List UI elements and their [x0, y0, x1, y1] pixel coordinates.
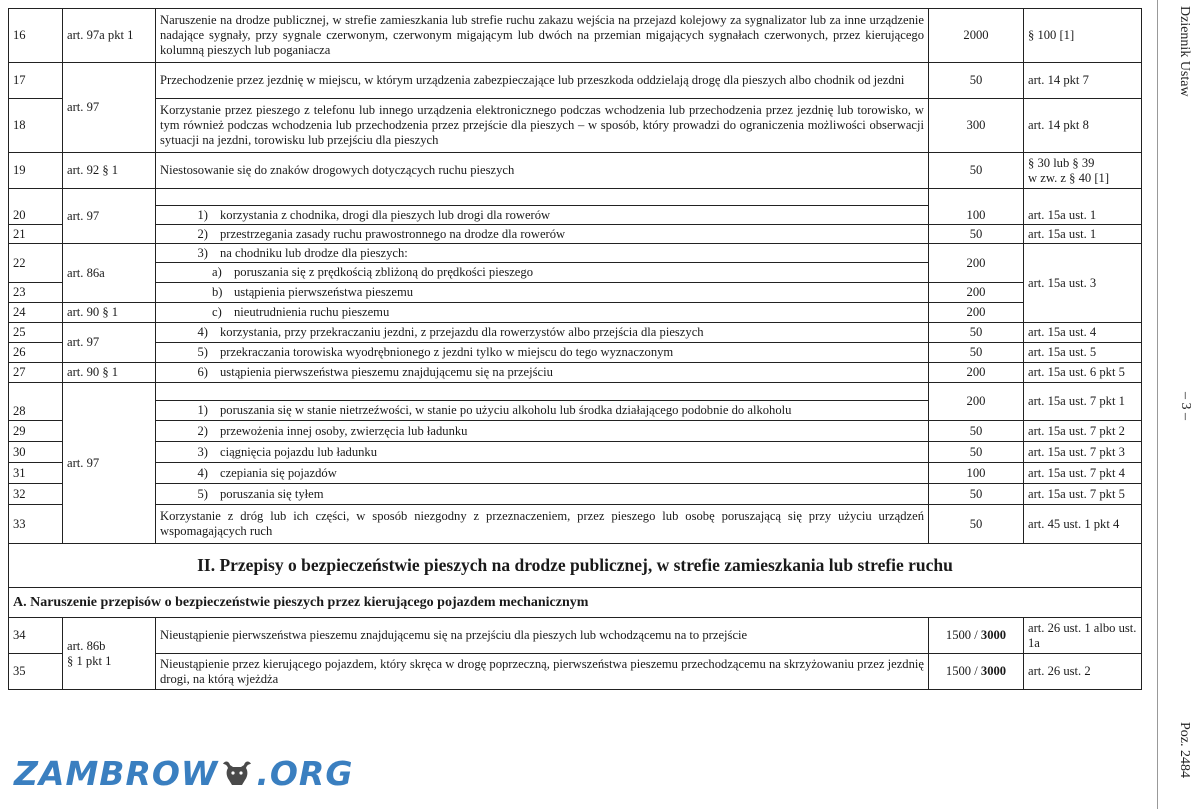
fine-repeat: 3000 — [980, 628, 1007, 642]
row-number: 29 — [9, 421, 63, 442]
article: art. 97a pkt 1 — [63, 9, 156, 63]
offence-item — [156, 421, 929, 442]
article: art. 90 § 1 — [63, 303, 156, 323]
fine-amount: 50 — [929, 63, 1024, 99]
table-row — [9, 189, 1142, 206]
offence-item — [156, 401, 929, 421]
fine-amount: 50 — [929, 343, 1024, 363]
table-row — [9, 383, 1142, 401]
provision: art. 15a ust. 1 — [1024, 225, 1142, 244]
item-number: 3) — [197, 444, 208, 459]
table-row — [9, 363, 1142, 383]
offence-description: Korzystanie z dróg lub ich części, w sposób niezgodny z przeznaczeniem, przez pieszego lub osobę poruszającą się przy użyciu urządzeń wspomagających ruch — [156, 505, 929, 544]
item-number: 5) — [197, 486, 208, 501]
provision: art. 45 ust. 1 pkt 4 — [1024, 505, 1142, 544]
fine-amount: 50 — [929, 505, 1024, 544]
item-text: na chodniku lub drodze dla pieszych: — [220, 245, 408, 260]
row-number: 31 — [9, 463, 63, 484]
fine-repeat: 3000 — [980, 664, 1007, 678]
offence-description: Przechodzenie przez jezdnię w miejscu, w którym urządzenia zabezpieczające lub przeszkoda oddzielają drogę dla pieszych albo chodnik od jezdni — [156, 63, 929, 99]
article: art. 97 — [63, 323, 156, 363]
row-number: 23 — [9, 283, 63, 303]
offence-item — [156, 244, 929, 263]
item-number: 1) — [197, 403, 208, 417]
row-number: 18 — [9, 99, 63, 153]
article-line: § 1 pkt 1 — [67, 653, 112, 668]
offence-subitem — [156, 283, 929, 303]
fine-amount: 200 — [929, 303, 1024, 323]
fine-amount: 200 — [929, 363, 1024, 383]
fine-amount: 50 — [929, 442, 1024, 463]
row-number: 30 — [9, 442, 63, 463]
table-row — [9, 343, 1142, 363]
fine-amount: 100 — [929, 189, 1024, 225]
table-row — [9, 544, 1142, 588]
offence-item — [156, 442, 929, 463]
item-text: ciągnięcia pojazdu lub ładunku — [220, 444, 378, 459]
provision: art. 14 pkt 7 — [1024, 63, 1142, 99]
item-number: 5) — [197, 345, 208, 359]
table-row — [9, 654, 1142, 690]
fine-amount: 50 — [929, 323, 1024, 343]
fine-amount: 2000 — [929, 9, 1024, 63]
position-number: Poz. 2484 — [1177, 722, 1192, 778]
offence-item — [156, 363, 929, 383]
provision: art. 15a ust. 7 pkt 5 — [1024, 484, 1142, 505]
row-number: 27 — [9, 363, 63, 383]
fine-amount: 100 — [929, 463, 1024, 484]
fine-amount: 200 — [929, 383, 1024, 421]
offence-item — [156, 463, 929, 484]
row-number: 34 — [9, 618, 63, 654]
watermark-logo — [14, 751, 353, 795]
margin-rule — [1157, 0, 1158, 809]
item-number: 4) — [197, 465, 208, 480]
item-text: przestrzegania zasady ruchu prawostronnego na drodze dla rowerów — [220, 226, 566, 241]
provision: art. 15a ust. 7 pkt 2 — [1024, 421, 1142, 442]
article-line: art. 86b — [67, 638, 106, 653]
row-number: 22 — [9, 244, 63, 283]
fine-amount: 200 — [929, 283, 1024, 303]
row-number: 20 — [9, 189, 63, 225]
article: art. 92 § 1 — [63, 153, 156, 189]
offence-description: Nieustąpienie pierwszeństwa pieszemu znajdującemu się na przejściu dla pieszych lub wchodzącemu na to przejście — [156, 618, 929, 654]
item-text: poruszania się tyłem — [220, 486, 324, 501]
item-number: 4) — [197, 325, 208, 339]
table-row — [9, 442, 1142, 463]
table-row — [9, 588, 1142, 618]
logo-text-left: ZAMBROW — [14, 753, 219, 793]
fine-amount: 50 — [929, 421, 1024, 442]
fines-table-page — [8, 8, 1141, 732]
row-number: 28 — [9, 383, 63, 421]
offence-item — [156, 343, 929, 363]
article: art. 97 — [63, 189, 156, 244]
offence-subitem — [156, 303, 929, 323]
item-number: 2) — [197, 226, 208, 241]
provision: § 100 [1] — [1024, 9, 1142, 63]
provision: art. 15a ust. 1 — [1024, 189, 1142, 225]
item-text: korzystania z chodnika, drogi dla pieszych lub drogi dla rowerów — [220, 207, 551, 222]
item-number: 1) — [197, 207, 208, 222]
item-text: przekraczania torowiska wyodrębnionego z jezdni tylko w miejscu do tego wyznaczonym — [220, 345, 674, 359]
item-number: 2) — [197, 423, 208, 438]
fines-table — [8, 8, 1142, 690]
fine-amount — [929, 654, 1024, 690]
item-text: korzystania, przy przekraczaniu jezdni, z przejazdu dla rowerzystów albo przejścia dla pieszych — [220, 325, 704, 339]
table-row — [9, 463, 1142, 484]
offence-description: Niestosowanie się do znaków drogowych dotyczących ruchu pieszych — [156, 153, 929, 189]
item-text: ustąpienia pierwszeństwa pieszemu — [234, 285, 414, 299]
item-letter: a) — [212, 265, 222, 279]
table-row — [9, 618, 1142, 654]
offence-item — [156, 323, 929, 343]
item-text: ustąpienia pierwszeństwa pieszemu znajdującemu się na przejściu — [220, 365, 553, 379]
article: art. 86a — [63, 244, 156, 303]
provision: art. 15a ust. 4 — [1024, 323, 1142, 343]
item-number: 3) — [197, 245, 208, 260]
provision-line: w zw. z § 40 [1] — [1028, 170, 1110, 185]
item-letter: b) — [212, 285, 223, 299]
article — [63, 618, 156, 690]
row-number: 35 — [9, 654, 63, 690]
table-row — [9, 421, 1142, 442]
table-row — [9, 283, 1142, 303]
item-text: poruszania się z prędkością zbliżoną do prędkości pieszego — [234, 265, 533, 279]
logo-text-right: .ORG — [256, 753, 354, 793]
fine-amount — [929, 618, 1024, 654]
item-text: nieutrudnienia ruchu pieszemu — [234, 305, 390, 319]
fine-amount: 50 — [929, 153, 1024, 189]
bison-icon — [220, 758, 254, 788]
provision: art. 26 ust. 1 albo ust. 1a — [1024, 618, 1142, 654]
fine-amount: 200 — [929, 244, 1024, 283]
table-row — [9, 99, 1142, 153]
offence-item — [156, 484, 929, 505]
journal-title: Dziennik Ustaw — [1177, 6, 1192, 97]
table-row — [9, 225, 1142, 244]
fine-amount: 50 — [929, 484, 1024, 505]
provision-line: § 30 lub § 39 — [1028, 155, 1095, 170]
row-number: 32 — [9, 484, 63, 505]
provision: art. 15a ust. 7 pkt 3 — [1024, 442, 1142, 463]
fine-base: 1500 / — [945, 664, 981, 678]
group-intro — [156, 383, 929, 401]
article: art. 97 — [63, 383, 156, 544]
table-row — [9, 323, 1142, 343]
table-row — [9, 505, 1142, 544]
provision: art. 15a ust. 7 pkt 1 — [1024, 383, 1142, 421]
table-row — [9, 484, 1142, 505]
table-row — [9, 9, 1142, 63]
row-number: 33 — [9, 505, 63, 544]
item-text: przewożenia innej osoby, zwierzęcia lub ładunku — [220, 423, 468, 438]
provision: art. 15a ust. 7 pkt 4 — [1024, 463, 1142, 484]
row-number: 26 — [9, 343, 63, 363]
item-text: poruszania się w stanie nietrzeźwości, w stanie po użyciu alkoholu lub środka działającego podobnie do alkoholu — [220, 403, 792, 417]
table-row — [9, 303, 1142, 323]
offence-description: Korzystanie przez pieszego z telefonu lub innego urządzenia elektronicznego podczas wchodzenia lub przechodzenia przez jezdnię lub torowisko, w tym również podczas wchodzenia lub przechodzenia przez przejście dla pieszych – w sposób, który prowadzi do ograniczenia możliwości obserwacji sytuacji na jezdni, torowisku lub przejściu dla pieszych — [156, 99, 929, 153]
fine-base: 1500 / — [945, 628, 981, 642]
subsection-heading: A. Naruszenie przepisów o bezpieczeństwie pieszych przez kierującego pojazdem mechanicznym — [9, 588, 1142, 618]
page-number: – 3 – — [1178, 392, 1193, 420]
offence-description: Nieustąpienie przez kierującego pojazdem, który skręca w drogę poprzeczną, pierwszeństwa pieszemu przechodzącemu na skrzyżowaniu przez jezdnię drogi, na którą wjeżdża — [156, 654, 929, 690]
row-number: 17 — [9, 63, 63, 99]
row-number: 19 — [9, 153, 63, 189]
row-number: 16 — [9, 9, 63, 63]
fine-amount: 50 — [929, 225, 1024, 244]
section-heading: II. Przepisy o bezpieczeństwie pieszych na drodze publicznej, w strefie zamieszkania lub strefie ruchu — [9, 544, 1142, 588]
item-letter: c) — [212, 305, 222, 319]
offence-subitem — [156, 263, 929, 283]
provision: art. 14 pkt 8 — [1024, 99, 1142, 153]
offence-item — [156, 225, 929, 244]
offence-description: Naruszenie na drodze publicznej, w strefie zamieszkania lub strefie ruchu zakazu wejścia na przejazd kolejowy za sygnalizator lub za inne urządzenie nadające sygnały, przy sygnale czerwonym, czerwonym migającym lub dwóch na przemian migających sygnałach czerwonych, przez kierującego kolumną pieszych lub poganiacza — [156, 9, 929, 63]
row-number: 21 — [9, 225, 63, 244]
row-number: 25 — [9, 323, 63, 343]
provision: art. 15a ust. 5 — [1024, 343, 1142, 363]
provision: art. 26 ust. 2 — [1024, 654, 1142, 690]
provision: art. 15a ust. 3 — [1024, 244, 1142, 323]
group-intro — [156, 189, 929, 206]
item-number: 6) — [197, 365, 208, 379]
article: art. 97 — [63, 63, 156, 153]
article: art. 90 § 1 — [63, 363, 156, 383]
row-number: 24 — [9, 303, 63, 323]
provision: art. 15a ust. 6 pkt 5 — [1024, 363, 1142, 383]
table-row — [9, 244, 1142, 263]
fine-amount: 300 — [929, 99, 1024, 153]
item-text: czepiania się pojazdów — [220, 465, 337, 480]
offence-item — [156, 206, 929, 225]
provision — [1024, 153, 1142, 189]
table-row — [9, 153, 1142, 189]
table-row — [9, 63, 1142, 99]
